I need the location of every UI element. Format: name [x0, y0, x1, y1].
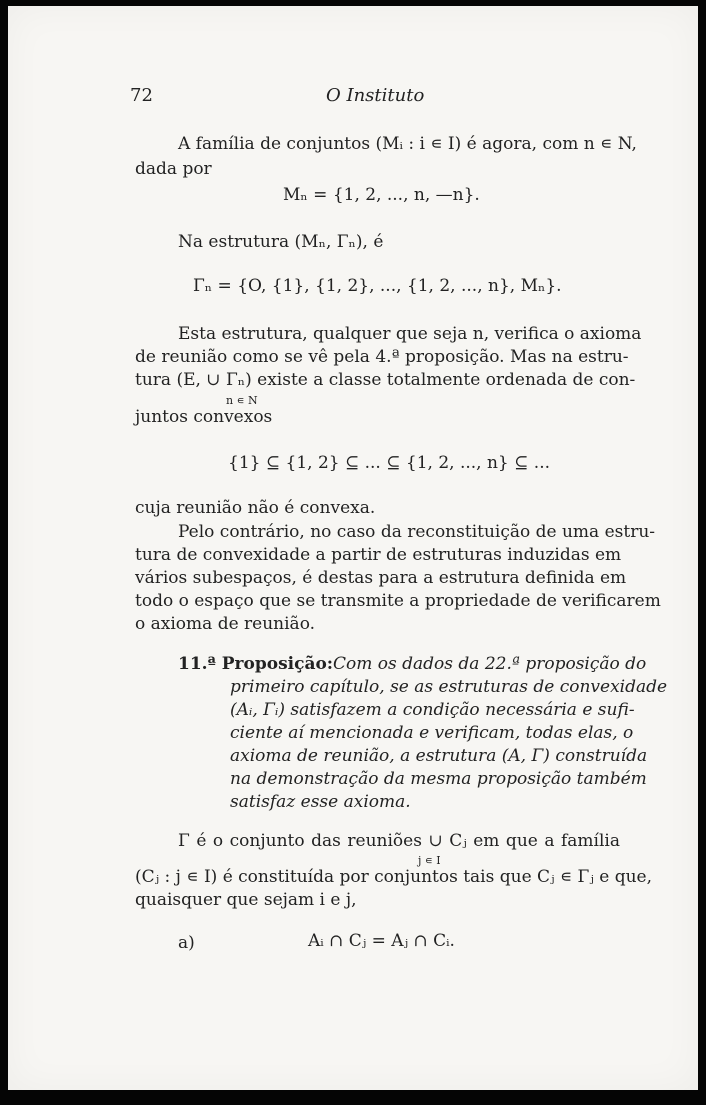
proposition-line: ciente aí mencionada e verificam, todas elas, o: [230, 723, 634, 743]
paragraph-line: vários subespaços, é destas para a estrutura definida em: [135, 568, 627, 588]
paragraph-line: tura (E, ∪ Γₙ) existe a classe totalmente ordenada de con-: [135, 370, 636, 390]
paragraph-line: Pelo contrário, no caso da reconstituição de uma estru-: [178, 522, 656, 542]
paragraph-line: juntos convexos: [135, 407, 273, 427]
paragraph-line: Na estrutura (Mₙ, Γₙ), é: [178, 232, 384, 252]
paragraph-line: dada por: [135, 159, 212, 179]
equation-chain: {1} ⊆ {1, 2} ⊆ ... ⊆ {1, 2, ..., n} ⊆ ...: [228, 453, 550, 473]
paragraph-line: o axioma de reunião.: [135, 614, 316, 634]
page-number: 72: [130, 85, 153, 106]
paragraph-line: A família de conjuntos (Mᵢ : i ∊ I) é agora, com n ∊ N,: [178, 134, 637, 154]
paragraph-line: quaisquer que sejam i e j,: [135, 890, 357, 910]
proposition-line: Com os dados da 22.ª proposição do: [333, 654, 647, 674]
proposition-line: (Aᵢ, Γᵢ) satisfazem a condição necessária e sufi-: [230, 700, 635, 720]
item-label: a): [178, 933, 195, 953]
proposition-line: satisfaz esse axioma.: [230, 792, 411, 812]
equation-mn: Mₙ = {1, 2, ..., n, —n}.: [283, 185, 480, 205]
paragraph-line: Γ é o conjunto das reuniões ∪ Cⱼ em que a família: [178, 831, 620, 851]
proposition-line: primeiro capítulo, se as estruturas de convexidade: [230, 677, 668, 697]
paragraph-line: todo o espaço que se transmite a propriedade de verificarem: [135, 591, 661, 611]
running-title: O Instituto: [326, 85, 425, 106]
proposition-line: axioma de reunião, a estrutura (A, Γ) construída: [230, 746, 648, 766]
book-page: [8, 6, 698, 1090]
equation-gamma: Γₙ = {O, {1}, {1, 2}, ..., {1, 2, ..., n}, Mₙ}.: [193, 276, 562, 296]
proposition-label: 11.ª Proposição:: [178, 654, 334, 674]
proposition-line: na demonstração da mesma proposição também: [230, 769, 647, 789]
paragraph-line: Esta estrutura, qualquer que seja n, verifica o axioma: [178, 324, 642, 344]
equation-a: Aᵢ ∩ Cⱼ = Aⱼ ∩ Cᵢ.: [308, 931, 455, 951]
paragraph-line: de reunião como se vê pela 4.ª proposição. Mas na estru-: [135, 347, 629, 367]
paragraph-line: cuja reunião não é convexa.: [135, 498, 376, 518]
union-index: n ∊ N: [226, 394, 258, 407]
paragraph-line: (Cⱼ : j ∊ I) é constituída por conjuntos tais que Cⱼ ∊ Γⱼ e que,: [135, 867, 652, 887]
union-index: j ∊ I: [418, 854, 441, 867]
paragraph-line: tura de convexidade a partir de estruturas induzidas em: [135, 545, 622, 565]
